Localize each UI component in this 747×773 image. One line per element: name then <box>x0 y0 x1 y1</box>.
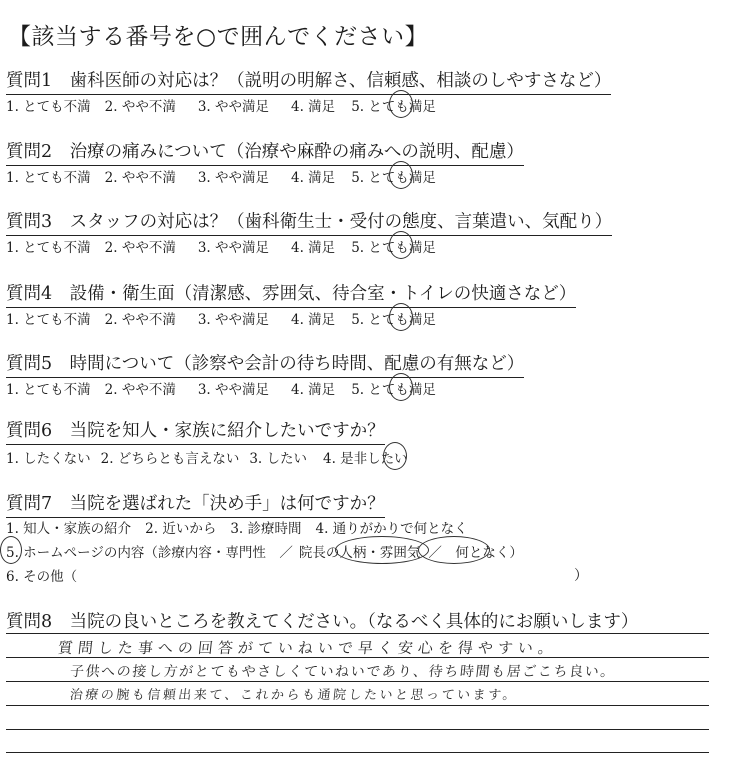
q4-option-3[interactable]: 3. やや満足 <box>197 312 270 328</box>
q1-option-2[interactable]: 2. やや不満 <box>104 99 176 115</box>
q5-option-4[interactable]: 4. 満足 <box>291 382 336 398</box>
q1-option-4[interactable]: 4. 満足 <box>291 99 336 115</box>
question-7-label: 質問7 当院を選ばれた「決め手」は何ですか？ <box>6 490 385 518</box>
q5-selection-circle <box>389 373 413 401</box>
question-4-options <box>6 308 436 328</box>
q7-option-5-chairman[interactable]: 院長の人柄 <box>298 545 367 561</box>
q3-option-2[interactable]: 2. やや不満 <box>104 240 176 256</box>
question-6-label: 質問6 当院を知人・家族に紹介したいですか？ <box>6 417 385 445</box>
q3-option-5[interactable]: 5. とても満足 <box>351 240 436 256</box>
question-1-options <box>6 95 436 115</box>
q2-option-5[interactable]: 5. とても満足 <box>351 170 436 186</box>
q3-option-3[interactable]: 3. やや満足 <box>197 240 270 256</box>
q1-option-5[interactable]: 5. とても満足 <box>351 99 436 115</box>
question-3-label: 質問3 スタッフの対応は？（歯科衛生士・受付の態度、言葉遣い、気配り） <box>6 208 612 236</box>
q7-option-1[interactable]: 1. 知人・家族の紹介 <box>6 521 132 537</box>
answer-line-1 <box>6 633 709 634</box>
q2-option-4[interactable]: 4. 満足 <box>291 170 336 186</box>
answer-line-4 <box>6 705 709 706</box>
question-1-label: 質問1 歯科医師の対応は？（説明の明解さ、信頼感、相談のしやすさなど） <box>6 67 611 95</box>
question-2-options <box>6 166 436 186</box>
q5-option-3[interactable]: 3. やや満足 <box>197 382 270 398</box>
q6-option-1[interactable]: 1. したくない <box>6 451 91 467</box>
q7-selection-circle-5 <box>0 536 22 564</box>
q2-option-1[interactable]: 1. とても不満 <box>6 170 91 186</box>
q7-option-5-rest: ／ 何となく） <box>428 545 523 561</box>
question-2-label: 質問2 治療の痛みについて（治療や麻酔の痛みへの説明、配慮） <box>6 138 524 166</box>
q6-selection-circle <box>383 442 407 470</box>
handwritten-answer-2: 子供への接し方がとてもやさしくていねいであり、待ち時間も居ごこち良い。 <box>69 664 617 680</box>
q3-option-1[interactable]: 1. とても不満 <box>6 240 91 256</box>
answer-line-5 <box>6 729 709 730</box>
q4-option-2[interactable]: 2. やや不満 <box>104 312 176 328</box>
q5-option-1[interactable]: 1. とても不満 <box>6 382 91 398</box>
q3-option-4[interactable]: 4. 満足 <box>291 240 336 256</box>
question-4-label: 質問4 設備・衛生面（清潔感、雰囲気、待合室・トイレの快適さなど） <box>6 280 576 308</box>
q1-option-1[interactable]: 1. とても不満 <box>6 99 91 115</box>
question-7-row-3[interactable]: 6. その他（ <box>6 569 78 585</box>
q5-option-2[interactable]: 2. やや不満 <box>104 382 176 398</box>
q6-option-4[interactable]: 4. 是非したい <box>323 451 408 467</box>
q7-other-close-paren: ） <box>574 568 588 584</box>
question-6-options <box>6 447 408 467</box>
q7-option-5[interactable]: 5. ホームページの内容（診療内容・専門性 ／ <box>6 545 293 561</box>
q2-selection-circle <box>389 161 413 189</box>
question-5-options <box>6 378 436 398</box>
page-heading: 【該当する番号を○で囲んでください】 <box>8 24 429 50</box>
q7-option-2[interactable]: 2. 近いから <box>145 521 217 537</box>
q7-selection-oval-chairman <box>335 536 429 564</box>
q2-option-3[interactable]: 3. やや満足 <box>197 170 270 186</box>
handwritten-answer-3: 治療の腕も信頼出来て、これからも通院したいと思っています。 <box>69 688 519 703</box>
q4-option-5[interactable]: 5. とても満足 <box>351 312 436 328</box>
q7-option-5-atmosphere[interactable]: 雰囲気 <box>379 545 421 561</box>
question-8-label: 質問8 当院の良いところを教えてください。（なるべく具体的にお願いします） <box>6 612 639 632</box>
q7-option-3[interactable]: 3. 診療時間 <box>230 521 302 537</box>
question-7-row-1 <box>6 517 468 537</box>
q1-option-3[interactable]: 3. やや満足 <box>197 99 270 115</box>
q7-option-5-dot: ・ <box>366 545 380 561</box>
handwritten-answer-1: 質問した事への回答がていねいで早く安心を得やすい。 <box>57 639 559 657</box>
answer-line-3 <box>6 681 709 682</box>
q2-option-2[interactable]: 2. やや不満 <box>104 170 176 186</box>
question-5-label: 質問5 時間について（診察や会計の待ち時間、配慮の有無など） <box>6 350 524 378</box>
q6-option-3[interactable]: 3. したい <box>249 451 308 467</box>
q7-selection-oval-atmosphere <box>418 536 490 564</box>
answer-line-6 <box>6 752 709 753</box>
q7-option-4[interactable]: 4. 通りがかりで何となく <box>315 521 468 537</box>
q4-option-4[interactable]: 4. 満足 <box>291 312 336 328</box>
q5-option-5[interactable]: 5. とても満足 <box>351 382 436 398</box>
q4-option-1[interactable]: 1. とても不満 <box>6 312 91 328</box>
q1-selection-circle <box>389 90 413 118</box>
q4-selection-circle <box>389 303 413 331</box>
question-3-options <box>6 236 436 256</box>
q6-option-2[interactable]: 2. どちらとも言えない <box>100 451 240 467</box>
q3-selection-circle <box>389 231 413 259</box>
